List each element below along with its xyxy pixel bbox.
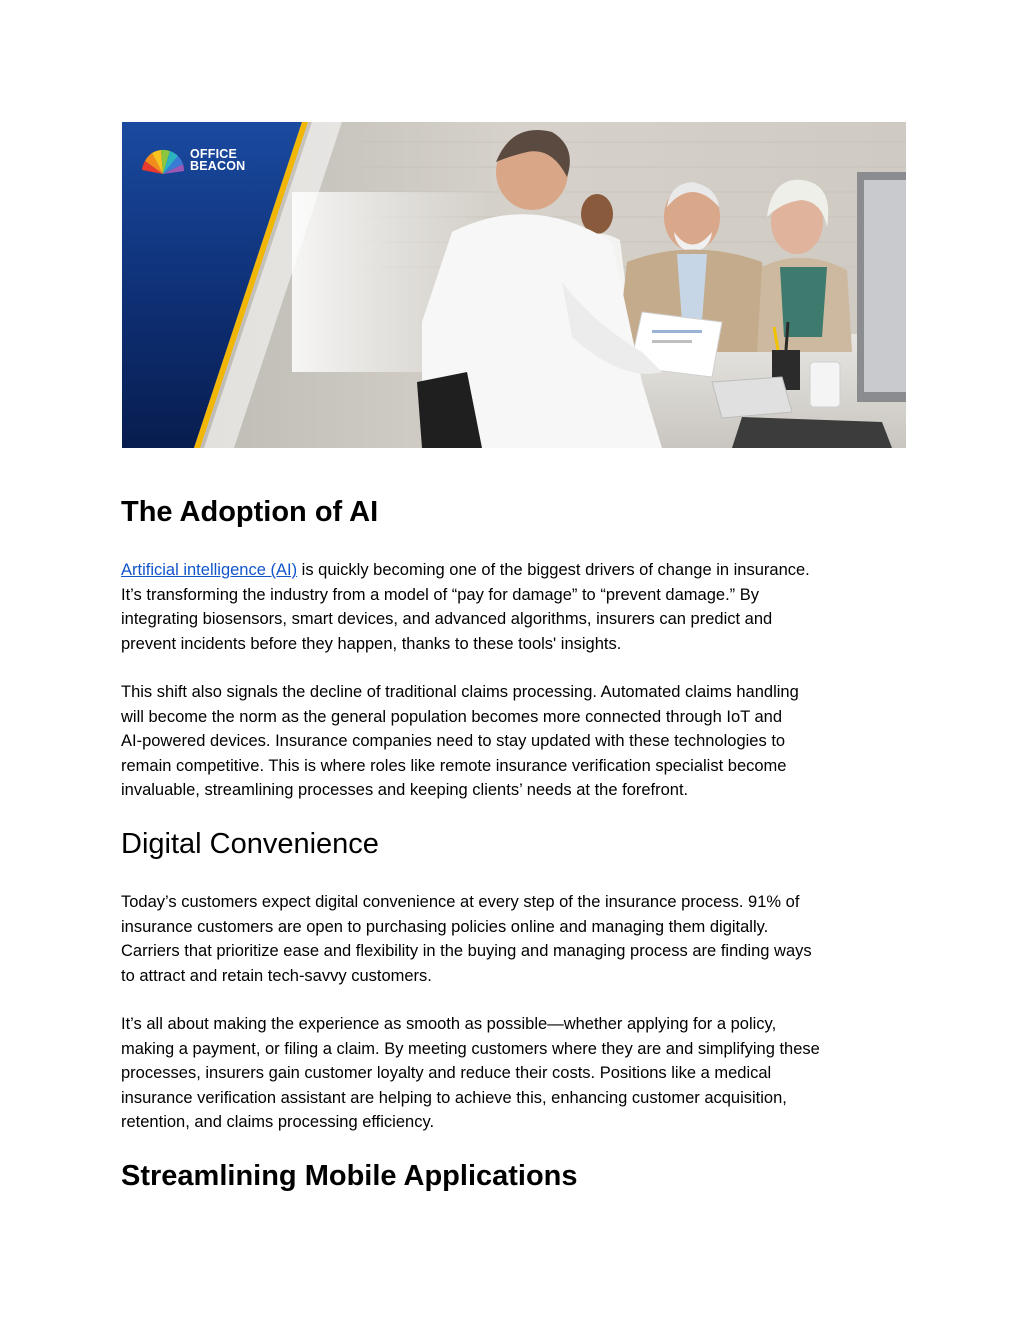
paragraph-line: This shift also signals the decline of traditional claims processing. Automated claims handling (121, 683, 799, 701)
section-heading-digital-convenience: Digital Convenience (121, 828, 379, 860)
paragraph-line: integrating biosensors, smart devices, and advanced algorithms, insurers can predict and (121, 610, 773, 628)
paragraph-line: remain competitive. This is where roles like remote insurance verification specialist become (121, 756, 787, 775)
paragraph-line: Today’s customers expect digital convenience at every step of the insurance process. 91% of (121, 893, 800, 911)
paragraph-line-text: is quickly becoming one of the biggest drivers of change in insurance. (297, 561, 810, 579)
paragraph-line: It’s transforming the industry from a model of “pay for damage” to “prevent damage.” By (121, 585, 759, 604)
ai-link[interactable]: Artificial intelligence (AI) (121, 561, 298, 579)
company-logo (140, 144, 245, 176)
hero-banner-image (122, 122, 906, 448)
paragraph-line: insurance verification assistant are helping to achieve this, enhancing customer acquisition, (121, 1088, 787, 1107)
paragraph-line: making a payment, or filing a claim. By meeting customers where they are and simplifying these (121, 1039, 820, 1058)
paragraph-smooth-experience (121, 1012, 911, 1135)
paragraph-line: processes, insurers gain customer loyalty and reduce their costs. Positions like a medical (121, 1064, 772, 1082)
section-heading-adoption-of-ai: The Adoption of AI (121, 496, 379, 528)
paragraph-claims-shift (121, 680, 911, 803)
paragraph-line: to attract and retain tech-savvy customers. (121, 966, 432, 985)
paragraph-line: retention, and claims processing efficiency. (121, 1113, 435, 1131)
paragraph-ai-intro (121, 558, 911, 656)
paragraph-line: invaluable, streamlining processes and keeping clients’ needs at the forefront. (121, 781, 689, 799)
paragraph-line: Carriers that prioritize ease and flexibility in the buying and managing process are finding ways (121, 942, 812, 960)
paragraph-line: will become the norm as the general population becomes more connected through IoT and (121, 707, 783, 726)
paragraph-line: AI-powered devices. Insurance companies need to stay updated with these technologies to (121, 732, 786, 750)
logo-text-line2: BEACON (190, 159, 246, 173)
paragraph-line: It’s all about making the experience as smooth as possible—whether applying for a policy, (121, 1015, 777, 1033)
paragraph-digital-expectations (121, 890, 911, 988)
paragraph-line: insurance customers are open to purchasing policies online and managing them digitally. (121, 917, 769, 936)
paragraph-line: prevent incidents before they happen, thanks to these tools' insights. (121, 634, 622, 653)
logo-text-line1: OFFICE (190, 147, 238, 161)
paragraph-line (121, 558, 911, 583)
sunburst-logo-icon (140, 144, 186, 176)
section-heading-streamlining-mobile-applications: Streamlining Mobile Applications (121, 1160, 578, 1192)
